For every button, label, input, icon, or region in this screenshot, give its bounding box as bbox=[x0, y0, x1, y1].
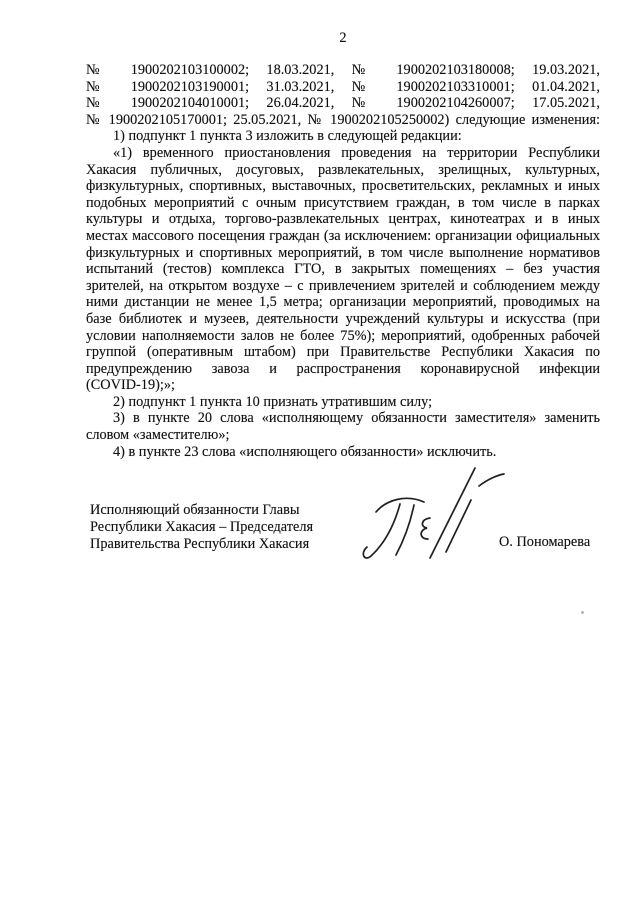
text-line: подобных мероприятий с очным присутствием граждан, в том числе в парках bbox=[86, 194, 600, 211]
text-line: словом «заместителю»; bbox=[86, 427, 230, 444]
text-line: 1) подпункт 1 пункта 3 изложить в следующей редакции: bbox=[113, 128, 462, 145]
text-line: (COVID-19);»; bbox=[86, 377, 175, 394]
scan-artifact-dot bbox=[581, 611, 584, 614]
text-line: № 1900202103100002; 18.03.2021, № 1900202103180008; 19.03.2021, bbox=[86, 62, 600, 78]
text-line: Правительства Республики Хакасия bbox=[90, 536, 310, 553]
handwritten-signature-icon bbox=[353, 456, 505, 568]
page-number: 2 bbox=[339, 30, 347, 46]
text-line: «1) временного приостановления проведения на территории Республики bbox=[113, 144, 600, 161]
text-line: испытаний (тестов) комплекса ГТО, в закрытых помещениях – без участия bbox=[86, 261, 600, 278]
text-line: группой (оперативным штабом) при Правительстве Республики Хакасия по bbox=[86, 344, 600, 361]
text-line: Хакасия публичных, досуговых, развлекательных, зрелищных, культурных, bbox=[86, 161, 600, 178]
text-line: местах массового посещения граждан (за исключением: организации официальных bbox=[86, 227, 600, 244]
text-line: № 1900202104010001; 26.04.2021, № 1900202104260007; 17.05.2021, bbox=[86, 95, 600, 112]
text-line: № 1900202103190001; 31.03.2021, № 1900202103310001; 01.04.2021, bbox=[86, 78, 600, 95]
signatory-name: О. Пономарева bbox=[499, 534, 591, 550]
text-line: физкультурных, спортивных, выставочных, просветительских, рекламных и иных bbox=[86, 178, 600, 195]
text-line: ними дистанции не менее 1,5 метра; организации мероприятий, проводимых на bbox=[86, 294, 600, 311]
text-block bbox=[86, 62, 600, 460]
text-line: культуры и отдыха, торгово-развлекательных центрах, кинотеатрах и в иных bbox=[86, 211, 600, 228]
text-line: физкультурных и спортивных мероприятий, в том числе выполнение нормативов bbox=[86, 244, 600, 261]
text-line: зрителей, на открытом воздухе – с привлечением зрителей и соблюдением между bbox=[86, 277, 600, 294]
text-line: Исполняющий обязанности Главы bbox=[90, 502, 300, 518]
text-line: 2) подпункт 1 пункта 10 признать утратившим силу; bbox=[113, 393, 433, 410]
text-line: условии наполняемости залов не более 75%); мероприятий, одобренных рабочей bbox=[86, 327, 600, 344]
text-line: 4) в пункте 23 слова «исполняющего обязанности» исключить. bbox=[113, 443, 497, 460]
text-line: 3) в пункте 20 слова «исполняющему обязанности заместителя» заменить bbox=[113, 410, 600, 427]
signatory-title bbox=[90, 502, 370, 554]
text-line: № 1900202105170001; 25.05.2021, № 1900202105250002) следующие изменения: bbox=[86, 111, 600, 128]
text-line: базе библиотек и музеев, деятельности учреждений культуры и искусства (при bbox=[86, 310, 600, 327]
text-line: Республики Хакасия – Председателя bbox=[90, 519, 314, 536]
text-line: предупреждению завоза и распространения коронавирусной инфекции bbox=[86, 360, 600, 377]
